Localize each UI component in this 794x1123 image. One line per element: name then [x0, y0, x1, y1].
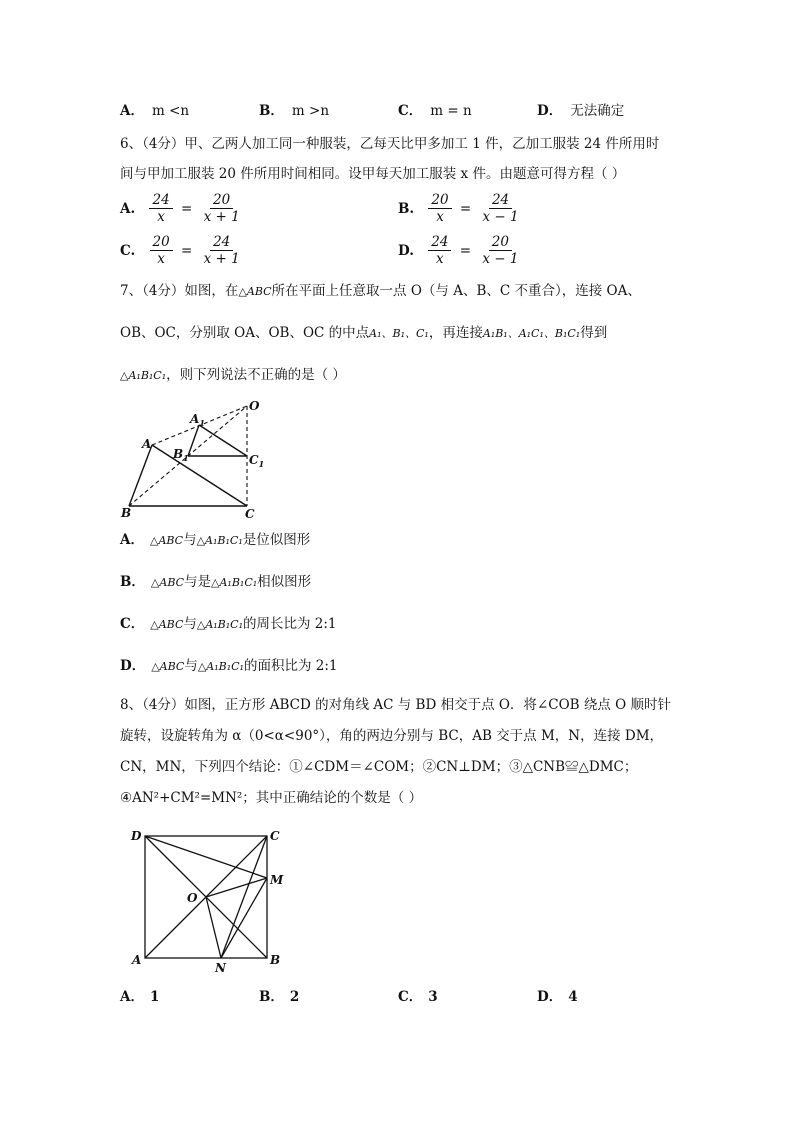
q5-option-b[interactable] — [259, 102, 329, 120]
option-triangle: △A₁B₁C₁ — [196, 618, 243, 631]
option-text: 无法确定 — [570, 103, 625, 119]
fraction-left — [428, 234, 451, 267]
q7-midpoints: A₁、B₁、C₁ — [369, 327, 429, 340]
fraction-left — [428, 192, 451, 225]
q6-stem-line1: 6、（4分）甲、乙两人加工同一种服装，乙每天比甲多加工 1 件，乙加工服装 24 件所用时 — [120, 136, 660, 152]
option-triangle: △A₁B₁C₁ — [211, 576, 258, 589]
numerator: 24 — [210, 234, 233, 251]
q7-text: ，再连接 — [428, 325, 483, 341]
option-text: 是位似图形 — [242, 532, 311, 548]
option-text: 与是 — [184, 574, 212, 590]
q7-text: OB、OC，分别取 OA、OB、OC 的中点 — [120, 325, 370, 341]
option-label: D. — [398, 242, 414, 259]
numerator: 20 — [489, 234, 512, 251]
option-label: C． — [398, 989, 423, 1005]
q6-option-a[interactable] — [120, 192, 243, 225]
option-text: 2 — [289, 989, 300, 1005]
denominator: x + 1 — [203, 209, 240, 225]
option-triangle: △A₁B₁C₁ — [196, 534, 243, 547]
q7-text: 所在平面上任意取一点 O（与 A、B、C 不重合），连接 OA、 — [271, 283, 641, 299]
option-text: m >n — [291, 103, 330, 119]
label-c: C — [270, 829, 280, 843]
numerator: 24 — [149, 192, 172, 209]
option-triangle: △ABC — [150, 576, 185, 589]
option-text: 的周长比为 2:1 — [243, 616, 337, 632]
numerator: 24 — [428, 234, 451, 251]
numerator: 20 — [150, 234, 173, 251]
label-c1: $C_1$ — [249, 453, 265, 469]
fraction-right — [480, 192, 522, 225]
denominator: x − 1 — [482, 209, 519, 225]
q7-stem-line2 — [120, 324, 607, 343]
q6-stem-line2: 间与甲加工服装 20 件所用时间相同。设甲每天加工服装 x 件。由题意可得方程（ ） — [120, 166, 626, 182]
q8-stem-line1: 8、（4分）如图，正方形 ABCD 的对角线 AC 与 BD 相交于点 O．将∠COB 绕点 O 顺时针 — [120, 697, 672, 713]
option-label: C. — [120, 242, 136, 259]
q5-option-d[interactable] — [537, 102, 624, 120]
segment-on — [206, 897, 221, 958]
q7-stem-line3 — [120, 366, 346, 385]
label-b1: $B_1$ — [173, 447, 189, 463]
q7-option-d[interactable] — [120, 657, 338, 676]
option-text: 与 — [183, 616, 197, 632]
numerator: 20 — [210, 192, 233, 209]
label-n: N — [215, 961, 226, 975]
label-d: D — [131, 829, 142, 843]
q7-triangle-abc: △ABC — [238, 285, 272, 298]
q7-text: 7、（4分）如图，在 — [120, 283, 239, 299]
fraction-left — [149, 192, 172, 225]
option-text: 与 — [183, 532, 197, 548]
denominator: x − 1 — [482, 251, 519, 267]
option-text: m <n — [151, 103, 190, 119]
option-text: 4 — [568, 989, 578, 1005]
fraction-right — [201, 192, 243, 225]
fraction-right — [201, 234, 243, 267]
option-text: 1 — [149, 989, 160, 1005]
q8-stem-line3: CN，MN，下列四个结论：①∠CDM＝∠COM；②CN⊥DM；③△CNB≌△DMC； — [120, 759, 638, 775]
option-label: B. — [398, 200, 415, 217]
option-text: m = n — [430, 103, 472, 119]
option-triangle: △ABC — [151, 660, 185, 673]
label-a1: $A_1$ — [190, 412, 205, 428]
q8-stem-line2: 旋转，设旋转角为 α（0<α<90°），角的两边分别与 BC，AB 交于点 M，N，连接 DM， — [120, 728, 664, 744]
q8-figure — [125, 822, 290, 977]
q7-option-a[interactable] — [120, 531, 310, 550]
option-label: A． — [120, 532, 144, 548]
label-a: A — [142, 437, 152, 451]
option-label: B． — [259, 989, 284, 1005]
denominator: x — [436, 251, 444, 267]
q8-option-a[interactable] — [120, 988, 159, 1006]
label-a: A — [132, 953, 142, 967]
q8-stem-line4: ④AN²+CM²=MN²；其中正确结论的个数是（ ） — [120, 790, 423, 806]
option-triangle: △A₁B₁C₁ — [197, 660, 244, 673]
numerator: 24 — [489, 192, 512, 209]
equals-sign: = — [459, 200, 472, 217]
segment-ac — [152, 445, 247, 506]
equals-sign: = — [181, 242, 193, 259]
q8-option-b[interactable] — [259, 988, 299, 1006]
q7-option-c[interactable] — [120, 615, 337, 634]
option-label: D． — [537, 103, 563, 119]
equals-sign: = — [180, 200, 193, 217]
option-triangle: △ABC — [150, 618, 184, 631]
denominator: x — [157, 209, 165, 225]
label-o: O — [187, 891, 198, 905]
option-triangle: △ABC — [149, 534, 184, 547]
q7-stem-line1 — [120, 282, 641, 301]
option-label: B． — [120, 574, 145, 590]
q7-segments: A₁B₁、A₁C₁、B₁C₁ — [482, 327, 581, 340]
label-m: M — [270, 873, 284, 887]
fraction-left — [150, 234, 173, 267]
label-b: B — [270, 953, 281, 967]
option-label: C． — [398, 103, 423, 119]
q8-option-d[interactable] — [537, 988, 578, 1006]
q7-text: 得到 — [580, 325, 608, 341]
q7-option-b[interactable] — [120, 573, 311, 592]
denominator: x — [157, 251, 165, 267]
option-text: 相似图形 — [257, 574, 312, 590]
option-text: 的面积比为 2:1 — [243, 658, 338, 674]
segment-dm — [145, 836, 267, 878]
equals-sign: = — [459, 242, 472, 259]
q6-option-d[interactable] — [398, 234, 521, 267]
option-label: A． — [120, 103, 144, 119]
option-label: D． — [120, 658, 146, 674]
q7-text: ，则下列说法不正确的是（ ） — [166, 367, 346, 383]
denominator: x — [436, 209, 444, 225]
option-text: 与 — [184, 658, 198, 674]
segment-cn — [221, 836, 267, 958]
q5-option-c[interactable] — [398, 102, 472, 120]
q8-option-c[interactable] — [398, 988, 438, 1006]
q7-figure — [118, 396, 278, 522]
q6-option-b[interactable] — [398, 192, 522, 225]
fraction-right — [479, 234, 521, 267]
q7-triangle-a1b1c1: △A₁B₁C₁ — [120, 369, 167, 382]
q5-option-a[interactable] — [120, 102, 189, 120]
denominator: x + 1 — [203, 251, 240, 267]
numerator: 20 — [428, 192, 451, 209]
option-label: A. — [120, 200, 136, 217]
label-c: C — [245, 507, 255, 521]
option-label: C． — [120, 616, 145, 632]
option-label: D． — [537, 989, 563, 1005]
option-text: 3 — [428, 989, 438, 1005]
option-label: B． — [259, 103, 284, 119]
option-label: A． — [120, 989, 144, 1005]
label-o: O — [249, 399, 260, 413]
label-b: B — [121, 506, 132, 520]
q6-option-c[interactable] — [120, 234, 243, 267]
